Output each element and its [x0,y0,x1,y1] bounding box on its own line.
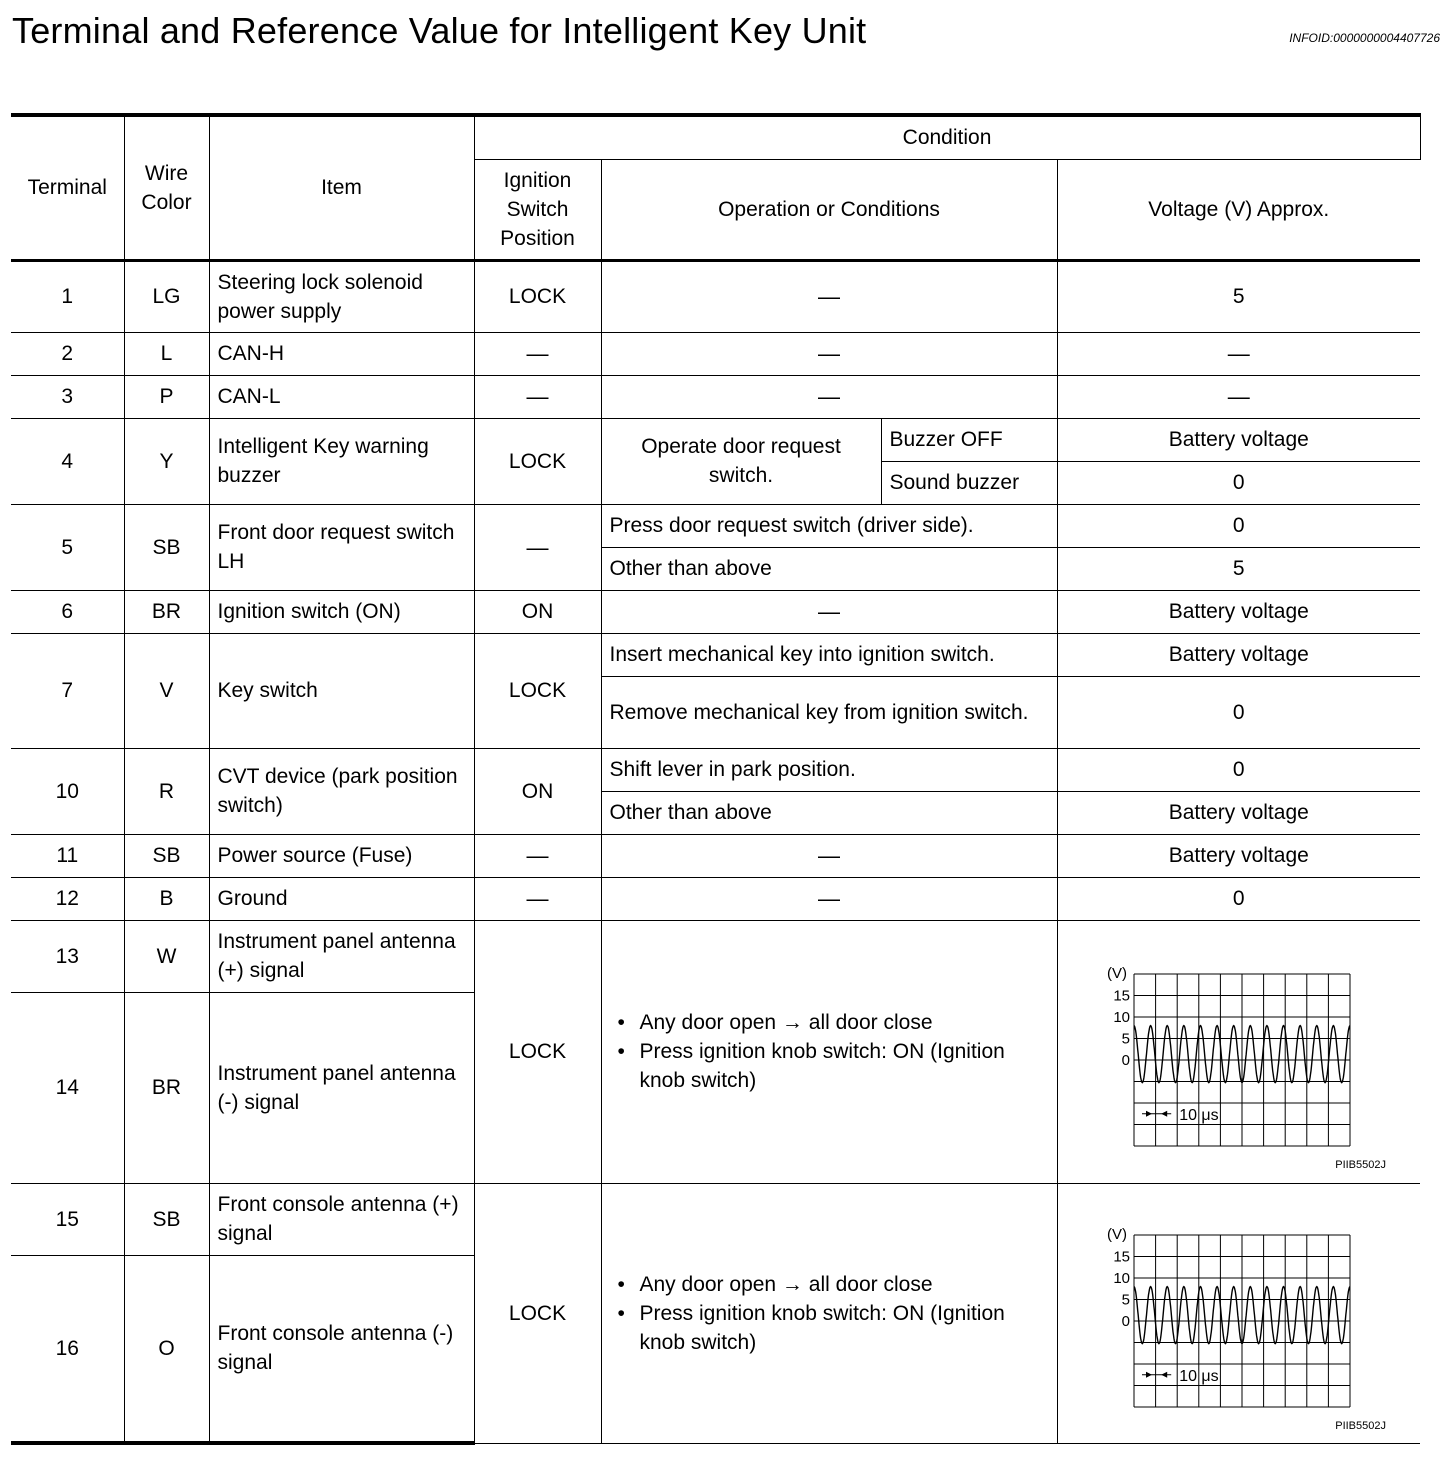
terminal-cell: 12 [11,877,124,920]
voltage-cell: 0 [1057,504,1420,547]
header-voltage-cell: Voltage (V) Approx. [1057,159,1420,260]
ignition-cell: — [474,834,601,877]
voltage-cell: — [1057,332,1420,375]
waveform-cell [1057,1183,1420,1443]
condition-bullets [610,1270,1049,1357]
operation-cell: — [601,590,1057,633]
table-row [11,633,1420,676]
item-cell: Intelligent Key warning buzzer [209,418,474,504]
time-arrow-left [1161,1110,1167,1116]
ignition-cell: ON [474,590,601,633]
waveform-figure [1089,1197,1389,1429]
wire-color-cell: R [124,748,209,834]
table-row [11,1183,1420,1255]
terminal-cell: 16 [11,1255,124,1443]
table-row [11,260,1420,332]
item-cell: Front door request switch LH [209,504,474,590]
table-row [11,834,1420,877]
waveform-cell [1057,920,1420,1183]
waveform-y-tick: 10 [1113,1008,1130,1026]
wire-color-cell: L [124,332,209,375]
waveform-figure [1089,936,1389,1168]
operation-cell [601,920,1057,1183]
terminal-cell: 14 [11,992,124,1183]
item-cell: Ground [209,877,474,920]
ignition-cell: — [474,375,601,418]
terminal-cell: 5 [11,504,124,590]
item-cell: Front console antenna (-) signal [209,1255,474,1443]
condition-bullets [610,1008,1049,1095]
terminal-cell: 2 [11,332,124,375]
bullet-item: • Any door open → all door close [616,1270,1049,1299]
wire-color-cell: SB [124,1183,209,1255]
voltage-cell: 0 [1057,676,1420,748]
operation-cell: Other than above [601,547,1057,590]
item-cell: Steering lock solenoid power supply [209,260,474,332]
wire-color-cell: BR [124,992,209,1183]
operation-cell: — [601,375,1057,418]
operation-cell: Other than above [601,791,1057,834]
terminal-cell: 3 [11,375,124,418]
header-wire-color: Wire Color [124,115,209,260]
terminal-cell: 15 [11,1183,124,1255]
bullet-item: • Any door open → all door close [616,1008,1049,1037]
table-row [11,590,1420,633]
voltage-cell: 5 [1057,260,1420,332]
item-cell: Key switch [209,633,474,748]
ignition-cell: ON [474,748,601,834]
waveform-y-tick: 10 [1113,1270,1130,1287]
wire-color-cell: LG [124,260,209,332]
waveform-time-label: 10 μs [1178,1106,1219,1124]
wire-color-cell: BR [124,590,209,633]
waveform-time-label: 10 μs [1178,1367,1219,1385]
voltage-cell: Battery voltage [1057,633,1420,676]
operation-cell: Remove mechanical key from ignition switch. [601,676,1057,748]
page-title: Terminal and Reference Value for Intelligent Key Unit [12,10,867,51]
wire-color-cell: Y [124,418,209,504]
operation-cell: — [601,834,1057,877]
item-cell: Instrument panel antenna (-) signal [209,992,474,1183]
operation-cell: — [601,332,1057,375]
table-row [11,748,1420,791]
voltage-cell: Battery voltage [1057,418,1420,461]
terminal-cell: 13 [11,920,124,992]
ignition-cell: — [474,504,601,590]
item-cell: Ignition switch (ON) [209,590,474,633]
waveform-figure-code: PIIB5502J [1335,1420,1386,1429]
terminal-cell: 7 [11,633,124,748]
header-ignition-position: Ignition Switch Position [474,159,601,260]
waveform-y-tick: 15 [1113,1248,1130,1266]
terminal-cell: 6 [11,590,124,633]
operation-cell: Insert mechanical key into ignition switch. [601,633,1057,676]
waveform-y-tick: 5 [1121,1030,1130,1047]
sub-condition-cell: Buzzer OFF [881,418,1057,461]
waveform-figure-code: PIIB5502J [1335,1158,1386,1168]
item-cell: Front console antenna (+) signal [209,1183,474,1255]
voltage-cell: — [1057,375,1420,418]
bullet-item: • Press ignition knob switch: ON (Ignition knob switch) [616,1037,1049,1095]
terminal-cell: 1 [11,260,124,332]
item-cell: Instrument panel antenna (+) signal [209,920,474,992]
item-cell: Power source (Fuse) [209,834,474,877]
ignition-cell: — [474,332,601,375]
voltage-cell: Battery voltage [1057,590,1420,633]
item-cell: CAN-L [209,375,474,418]
wire-color-cell: O [124,1255,209,1443]
waveform-unit-label: (V) [1106,964,1127,982]
wire-color-cell: W [124,920,209,992]
waveform-graph [1089,936,1389,1168]
header-item: Item [209,115,474,260]
wire-color-cell: SB [124,504,209,590]
table-row [11,877,1420,920]
voltage-cell: Battery voltage [1057,834,1420,877]
time-arrow-right [1146,1110,1152,1116]
time-arrow-left [1161,1372,1167,1378]
voltage-cell: 0 [1057,877,1420,920]
header-terminal: Terminal [11,115,124,260]
terminal-cell: 11 [11,834,124,877]
terminal-cell: 4 [11,418,124,504]
info-id: INFOID:0000000004407726 [1289,31,1440,45]
waveform-graph [1089,1197,1389,1429]
wire-color-cell: P [124,375,209,418]
header-condition: Condition [474,115,1420,159]
waveform-unit-label: (V) [1106,1226,1127,1243]
operation-cell: Shift lever in park position. [601,748,1057,791]
item-cell: CAN-H [209,332,474,375]
sub-condition-cell: Sound buzzer [881,461,1057,504]
table-row [11,418,1420,461]
voltage-cell: 0 [1057,461,1420,504]
table-row [11,504,1420,547]
waveform-y-tick: 15 [1113,987,1130,1004]
operation-cell: Press door request switch (driver side). [601,504,1057,547]
table-row [11,332,1420,375]
wire-color-cell: B [124,877,209,920]
ignition-cell: LOCK [474,418,601,504]
table-row [11,920,1420,992]
terminal-reference-table [11,113,1421,1445]
voltage-cell: Battery voltage [1057,791,1420,834]
bullet-item: • Press ignition knob switch: ON (Ignition knob switch) [616,1299,1049,1357]
voltage-cell: 5 [1057,547,1420,590]
ignition-cell: LOCK [474,633,601,748]
ignition-cell: LOCK [474,1183,601,1443]
terminal-cell: 10 [11,748,124,834]
header-operation: Operation or Conditions [601,159,1057,260]
ignition-cell: LOCK [474,260,601,332]
time-arrow-right [1146,1372,1152,1378]
ignition-cell: — [474,877,601,920]
ignition-cell: LOCK [474,920,601,1183]
operation-cell: — [601,877,1057,920]
wire-color-cell: V [124,633,209,748]
item-cell: CVT device (park position switch) [209,748,474,834]
waveform-y-tick: 0 [1121,1051,1130,1069]
waveform-y-tick: 0 [1121,1313,1130,1330]
wire-color-cell: SB [124,834,209,877]
waveform-y-tick: 5 [1121,1291,1130,1309]
voltage-cell: 0 [1057,748,1420,791]
operation-cell: Operate door request switch. [601,418,881,504]
operation-cell: — [601,260,1057,332]
operation-cell [601,1183,1057,1443]
table-row [11,375,1420,418]
